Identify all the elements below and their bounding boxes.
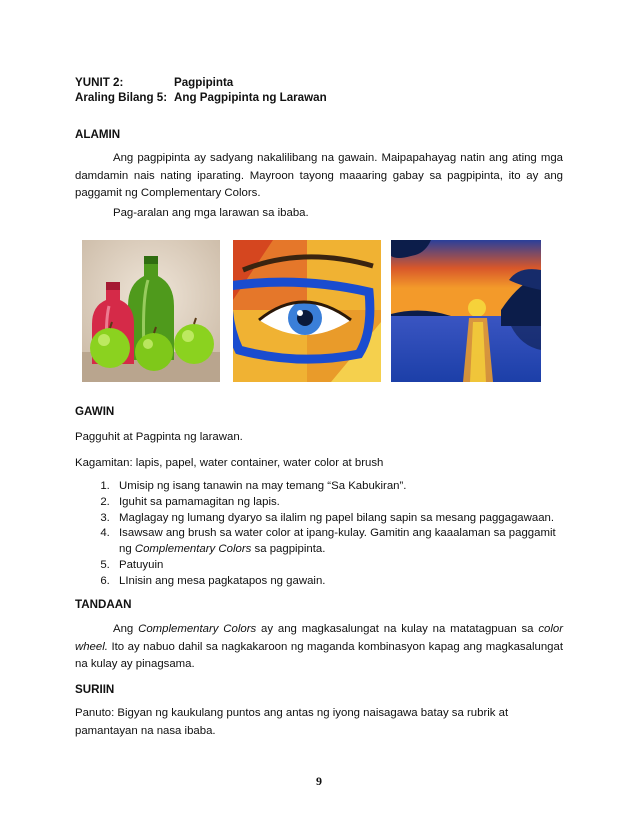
gawin-heading: GAWIN (75, 405, 115, 418)
step-item: 6. LInisin ang mesa pagkatapos ng gawain. (113, 574, 565, 590)
still-life-painting (82, 240, 220, 382)
alamin-heading: ALAMIN (75, 128, 121, 141)
tandaan-paragraph (75, 621, 563, 674)
tandaan-text: ay ang magkasalungat na kulay na matatagpuan sa (256, 623, 539, 635)
alamin-paragraph: Ang pagpipinta ay sadyang nakalilibang na gawain. Maipapahayag natin ang ating mga damdamin nais nating iparating. Mayroon tayong maaaring gabay sa pagpipinta, ito ay ang paggamit ng Complementary Colors. (75, 152, 563, 199)
step-emphasis: Complementary Colors (134, 543, 252, 556)
sunset-lake-painting (391, 240, 541, 382)
step-item (113, 526, 565, 558)
lesson-header (75, 91, 327, 104)
unit-title: Pagpipinta (174, 76, 234, 89)
lesson-title: Ang Pagpipinta ng Larawan (174, 91, 327, 104)
unit-label: YUNIT 2: (75, 76, 124, 89)
unit-header (75, 76, 233, 89)
step-item: 5. Patuyuin (113, 558, 565, 574)
tandaan-emphasis: Complementary Colors (138, 623, 257, 635)
tandaan-emphasis: color wheel. (75, 623, 564, 653)
alamin-instruction: Pag-aralan ang mga larawan sa ibaba. (113, 207, 309, 219)
suriin-heading: SURIIN (75, 683, 115, 696)
gawin-subtitle: Pagguhit at Pagpinta ng larawan. (75, 431, 243, 443)
eye-with-glasses-painting (233, 240, 381, 382)
lesson-label: Araling Bilang 5: (75, 91, 168, 104)
page-number: 9 (316, 774, 322, 788)
tandaan-text: Ang (113, 623, 139, 635)
gawin-materials: Kagamitan: lapis, papel, water container, water color at brush (75, 457, 384, 469)
steps-list (75, 479, 565, 590)
step-item: 1. Umisip ng isang tanawin na may temang “Sa Kabukiran”. (113, 479, 565, 495)
tandaan-heading: TANDAAN (75, 598, 132, 611)
step-item: 3. Maglagay ng lumang dyaryo sa ilalim ng papel bilang sapin sa mesang paggagawaan. (113, 511, 565, 527)
step-text: Isawsaw ang brush sa water color at ipang-kulay. Gamitin ang kaaalaman sa paggamit ng (119, 527, 556, 556)
suriin-paragraph: Panuto: Bigyan ng kaukulang puntos ang antas ng iyong naisagawa batay sa rubrik at pamantayan na nasa ibaba. (75, 707, 509, 737)
step-item: 2. Iguhit sa pamamagitan ng lapis. (113, 495, 565, 511)
tandaan-text: Ito ay nabuo dahil sa nagkakaroon ng maganda kombinasyon kapag ang magkasalungat na kulay ay pinagsama. (75, 640, 563, 670)
step-text: sa pagpipinta. (251, 543, 326, 556)
